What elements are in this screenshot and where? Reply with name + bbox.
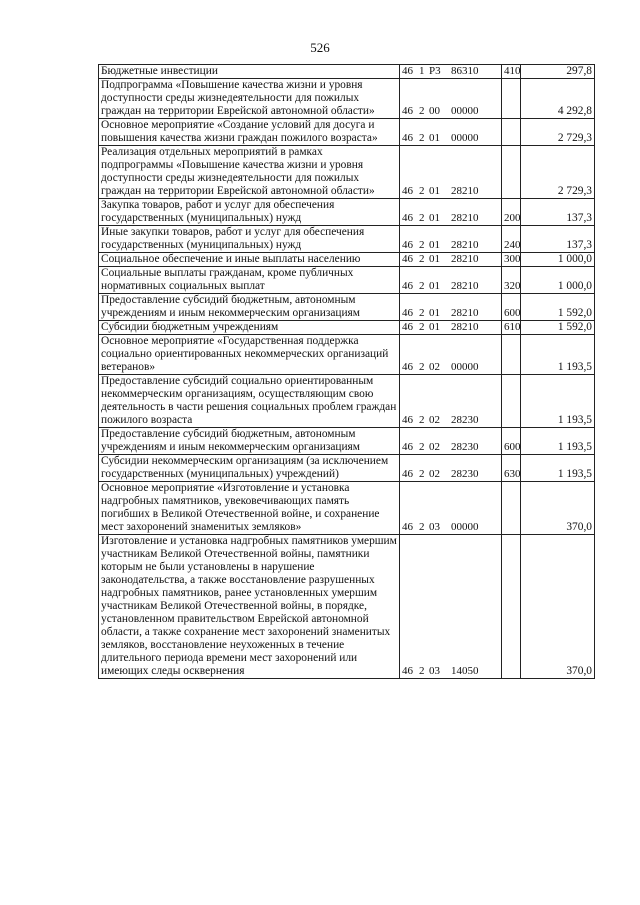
code-measure: 01 bbox=[429, 307, 440, 319]
row-title: Субсидии бюджетным учреждениям bbox=[99, 321, 400, 335]
code-program: 46 bbox=[402, 441, 413, 453]
amount: 370,0 bbox=[521, 482, 595, 535]
code-direction: 00000 bbox=[451, 105, 479, 117]
table-row bbox=[99, 428, 595, 455]
code-subprogram: 2 bbox=[419, 468, 425, 480]
expense-type-code: 610 bbox=[502, 321, 521, 335]
code-program: 46 bbox=[402, 105, 413, 117]
table-row bbox=[99, 199, 595, 226]
code-measure: 00 bbox=[429, 105, 440, 117]
code-direction: 00000 bbox=[451, 361, 479, 373]
code-subprogram: 2 bbox=[419, 132, 425, 144]
code-measure: 01 bbox=[429, 185, 440, 197]
expense-type-code bbox=[502, 119, 521, 146]
code-program: 46 bbox=[402, 361, 413, 373]
amount: 1 592,0 bbox=[521, 294, 595, 321]
row-title: Социальное обеспечение и иные выплаты населению bbox=[99, 253, 400, 267]
code-direction: 28230 bbox=[451, 441, 479, 453]
amount: 297,8 bbox=[521, 65, 595, 79]
classification-code bbox=[400, 199, 502, 226]
code-subprogram: 2 bbox=[419, 441, 425, 453]
code-direction: 28230 bbox=[451, 414, 479, 426]
row-title: Субсидии некоммерческим организациям (за исключением государственных (муниципальных) учреждений) bbox=[99, 455, 400, 482]
code-direction: 86310 bbox=[451, 65, 479, 77]
expense-type-code: 600 bbox=[502, 428, 521, 455]
row-title: Предоставление субсидий социально ориентированным некоммерческим организациям, осуществляющим свою деятельность в части решения социальных проблем граждан пожилого возраста bbox=[99, 375, 400, 428]
table-row bbox=[99, 267, 595, 294]
code-program: 46 bbox=[402, 65, 413, 77]
classification-code bbox=[400, 267, 502, 294]
amount: 4 292,8 bbox=[521, 79, 595, 119]
table-row bbox=[99, 375, 595, 428]
amount: 1 000,0 bbox=[521, 253, 595, 267]
classification-code bbox=[400, 65, 502, 79]
code-measure: 03 bbox=[429, 521, 440, 533]
budget-table-body bbox=[99, 65, 595, 679]
expense-type-code: 240 bbox=[502, 226, 521, 253]
code-subprogram: 2 bbox=[419, 414, 425, 426]
expense-type-code: 200 bbox=[502, 199, 521, 226]
expense-type-code: 630 bbox=[502, 455, 521, 482]
code-subprogram: 2 bbox=[419, 321, 425, 333]
code-measure: 02 bbox=[429, 441, 440, 453]
code-subprogram: 2 bbox=[419, 185, 425, 197]
code-program: 46 bbox=[402, 665, 413, 677]
code-direction: 00000 bbox=[451, 132, 479, 144]
table-row bbox=[99, 146, 595, 199]
expense-type-code bbox=[502, 79, 521, 119]
code-measure: 03 bbox=[429, 665, 440, 677]
expense-type-code bbox=[502, 375, 521, 428]
table-row bbox=[99, 253, 595, 267]
code-program: 46 bbox=[402, 239, 413, 251]
code-program: 46 bbox=[402, 521, 413, 533]
code-program: 46 bbox=[402, 307, 413, 319]
expense-type-code bbox=[502, 535, 521, 679]
code-program: 46 bbox=[402, 414, 413, 426]
code-program: 46 bbox=[402, 280, 413, 292]
expense-type-code: 300 bbox=[502, 253, 521, 267]
amount: 1 000,0 bbox=[521, 267, 595, 294]
row-title: Социальные выплаты гражданам, кроме публичных нормативных социальных выплат bbox=[99, 267, 400, 294]
code-program: 46 bbox=[402, 212, 413, 224]
code-measure: 01 bbox=[429, 280, 440, 292]
table-row bbox=[99, 226, 595, 253]
code-measure: 02 bbox=[429, 414, 440, 426]
budget-table bbox=[98, 64, 595, 679]
code-program: 46 bbox=[402, 185, 413, 197]
table-row bbox=[99, 321, 595, 335]
classification-code bbox=[400, 428, 502, 455]
classification-code bbox=[400, 321, 502, 335]
row-title: Реализация отдельных мероприятий в рамках подпрограммы «Повышение качества жизни и уровня доступности среды жизнедеятельности для пожилых граждан на территории Еврейской автономной области» bbox=[99, 146, 400, 199]
amount: 2 729,3 bbox=[521, 119, 595, 146]
page-number: 526 bbox=[310, 40, 330, 55]
classification-code bbox=[400, 253, 502, 267]
row-title: Основное мероприятие «Создание условий для досуга и повышения качества жизни граждан пожилого возраста» bbox=[99, 119, 400, 146]
code-direction: 28210 bbox=[451, 253, 479, 265]
row-title: Иные закупки товаров, работ и услуг для обеспечения государственных (муниципальных) нужд bbox=[99, 226, 400, 253]
row-title: Бюджетные инвестиции bbox=[99, 65, 400, 79]
code-direction: 14050 bbox=[451, 665, 479, 677]
code-direction: 28230 bbox=[451, 468, 479, 480]
amount: 137,3 bbox=[521, 199, 595, 226]
classification-code bbox=[400, 294, 502, 321]
amount: 1 193,5 bbox=[521, 375, 595, 428]
classification-code bbox=[400, 335, 502, 375]
row-title: Предоставление субсидий бюджетным, автономным учреждениям и иным некоммерческим организациям bbox=[99, 428, 400, 455]
expense-type-code: 600 bbox=[502, 294, 521, 321]
classification-code bbox=[400, 375, 502, 428]
expense-type-code bbox=[502, 335, 521, 375]
table-row bbox=[99, 79, 595, 119]
table-row bbox=[99, 455, 595, 482]
table-row bbox=[99, 535, 595, 679]
table-row bbox=[99, 335, 595, 375]
row-title: Основное мероприятие «Изготовление и установка надгробных памятников, увековечивающих память погибших в Великой Отечественной войне, и сохранение мест захоронений знаменитых земляков» bbox=[99, 482, 400, 535]
code-subprogram: 2 bbox=[419, 280, 425, 292]
code-direction: 28210 bbox=[451, 307, 479, 319]
expense-type-code bbox=[502, 146, 521, 199]
code-measure: 01 bbox=[429, 212, 440, 224]
code-subprogram: 2 bbox=[419, 212, 425, 224]
expense-type-code: 320 bbox=[502, 267, 521, 294]
table-row bbox=[99, 119, 595, 146]
classification-code bbox=[400, 146, 502, 199]
classification-code bbox=[400, 119, 502, 146]
code-direction: 28210 bbox=[451, 212, 479, 224]
code-program: 46 bbox=[402, 321, 413, 333]
amount: 370,0 bbox=[521, 535, 595, 679]
code-subprogram: 1 bbox=[419, 65, 425, 77]
amount: 1 592,0 bbox=[521, 321, 595, 335]
code-subprogram: 2 bbox=[419, 665, 425, 677]
code-subprogram: 2 bbox=[419, 253, 425, 265]
expense-type-code bbox=[502, 482, 521, 535]
amount: 137,3 bbox=[521, 226, 595, 253]
row-title: Предоставление субсидий бюджетным, автономным учреждениям и иным некоммерческим организациям bbox=[99, 294, 400, 321]
classification-code bbox=[400, 482, 502, 535]
classification-code bbox=[400, 535, 502, 679]
amount: 1 193,5 bbox=[521, 428, 595, 455]
expense-type-code: 410 bbox=[502, 65, 521, 79]
table-row bbox=[99, 294, 595, 321]
code-subprogram: 2 bbox=[419, 307, 425, 319]
code-subprogram: 2 bbox=[419, 239, 425, 251]
amount: 1 193,5 bbox=[521, 455, 595, 482]
classification-code bbox=[400, 455, 502, 482]
code-measure: 01 bbox=[429, 253, 440, 265]
code-measure: 01 bbox=[429, 132, 440, 144]
classification-code bbox=[400, 226, 502, 253]
code-subprogram: 2 bbox=[419, 105, 425, 117]
code-direction: 28210 bbox=[451, 321, 479, 333]
row-title: Основное мероприятие «Государственная поддержка социально ориентированных некоммерческих организаций ветеранов» bbox=[99, 335, 400, 375]
code-direction: 28210 bbox=[451, 280, 479, 292]
code-measure: 02 bbox=[429, 468, 440, 480]
table-row bbox=[99, 65, 595, 79]
code-subprogram: 2 bbox=[419, 361, 425, 373]
code-program: 46 bbox=[402, 132, 413, 144]
code-measure: Р3 bbox=[429, 65, 441, 77]
code-subprogram: 2 bbox=[419, 521, 425, 533]
code-measure: 02 bbox=[429, 361, 440, 373]
code-direction: 00000 bbox=[451, 521, 479, 533]
classification-code bbox=[400, 79, 502, 119]
row-title: Подпрограмма «Повышение качества жизни и уровня доступности среды жизнедеятельности для пожилых граждан на территории Еврейской автономной области» bbox=[99, 79, 400, 119]
amount: 2 729,3 bbox=[521, 146, 595, 199]
code-direction: 28210 bbox=[451, 239, 479, 251]
code-program: 46 bbox=[402, 253, 413, 265]
code-program: 46 bbox=[402, 468, 413, 480]
code-direction: 28210 bbox=[451, 185, 479, 197]
code-measure: 01 bbox=[429, 321, 440, 333]
amount: 1 193,5 bbox=[521, 335, 595, 375]
row-title: Изготовление и установка надгробных памятников умершим участникам Великой Отечественной войны, памятники которым не были установлены в нарушение законодательства, а также восстановление разрушенных надгробных памятников, ранее установленных умершим участникам Великой Отечественной войны, в порядке, установленном правительством Еврейской автономной области, а также сохранение мест захоронений знаменитых земляков, восстановление неухоженных в течение длительного периода времени мест захоронений или имеющих следы осквернения bbox=[99, 535, 400, 679]
table-row bbox=[99, 482, 595, 535]
code-measure: 01 bbox=[429, 239, 440, 251]
row-title: Закупка товаров, работ и услуг для обеспечения государственных (муниципальных) нужд bbox=[99, 199, 400, 226]
